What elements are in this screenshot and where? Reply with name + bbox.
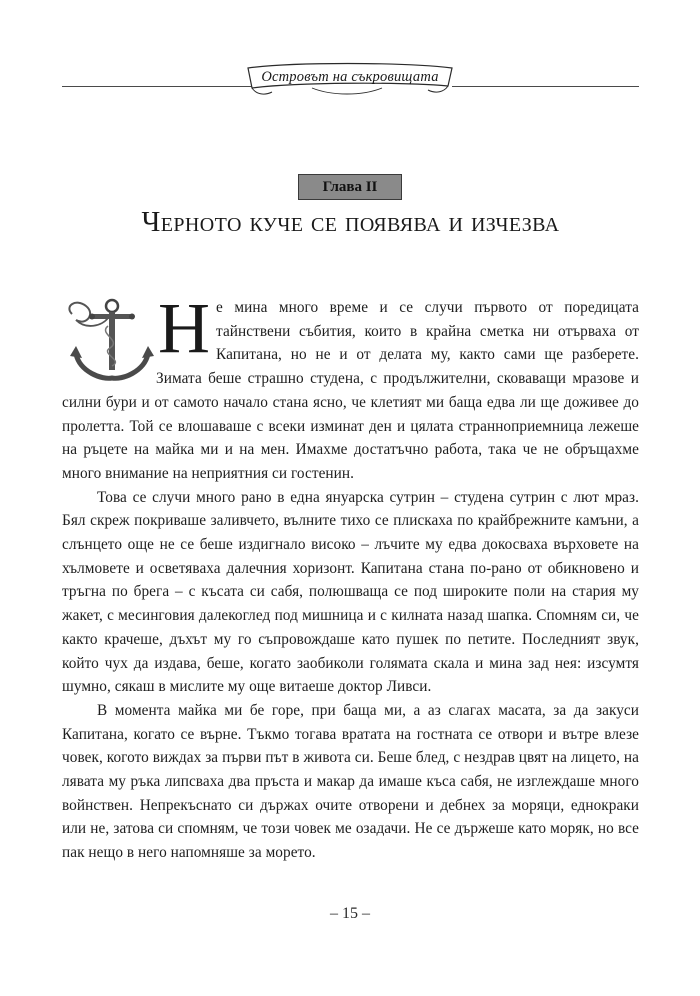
running-header-title: Островът на съкровищата [261,69,439,85]
paragraph-text: е мина много време и се случи първото от поредицата тайнствени събития, които в крайна сметка ни отърваха от Капитана, но не и от делата му, както сами ще разберете. Зимата беше страшно студена, с продължителни, сковаващи мразове и силни бури и от самото начало стана ясно, че клетият ми баща едва ли ще доживее до пролетта. Той се влошаваше с всеки изминат ден и цялата странноприемница лежеше на ръцете на майка ми и на мен. Имахме достатъчно работа, така че не обръщахме много внимание на неприятния си гостенин. [62,299,639,482]
paragraph [62,288,639,486]
paragraph: Това се случи много рано в една януарска сутрин – студена сутрин с лют мраз. Бял скреж покриваше заливчето, вълните тихо се плискаха по крайбрежните камъни, а слънцето още не се беше издигнало високо – лъчите му едва докосваха върховете на хълмовете и осветяваха далечния хоризонт. Капитана стана по-рано от обикновено и тръгна по брега – с късата си сабя, полюшваща се под широките поли на стария му жакет, с месинговия далекоглед под мишница и с килната назад шапка. Спомням си, че както крачеше, дъхът му го съпровождаше като пушек по петите. Последният звук, който чух да издава, беше, когато заобиколи голямата скала и мина зад нея: изсумтя шумно, сякаш в мислите му още витаеше доктор Ливси. [62,488,639,696]
chapter-label: Глава II [298,174,402,200]
anchor-icon [62,296,156,384]
paragraph: В момента майка ми бе горе, при баща ми, а аз слагах масата, за да закуси Капитана, когато се върне. Тъкмо тогава вратата на гостната се отвори и вътре влезе човек, когото виждах за първи път в живота си. Беше блед, с нездрав цвят на лицето, на лявата му ръка липсваха два пръста и макар да имаше къса сабя, не изглеждаше много войнствен. Непрекъснато си държах очите отворени и дебнех за моряци, еднокраки или не, затова си спомням, че този човек ме озадачи. Не се държеше като моряк, но все пак нещо в него напомняше за морето. [62,701,639,862]
drop-cap: Н [158,288,211,368]
body-text [62,288,639,865]
page-number: – 15 – [330,905,370,922]
chapter-title: Черното куче се появява и изчезва [141,206,560,238]
header-rule-right [452,86,639,87]
header-rule-left [62,86,252,87]
